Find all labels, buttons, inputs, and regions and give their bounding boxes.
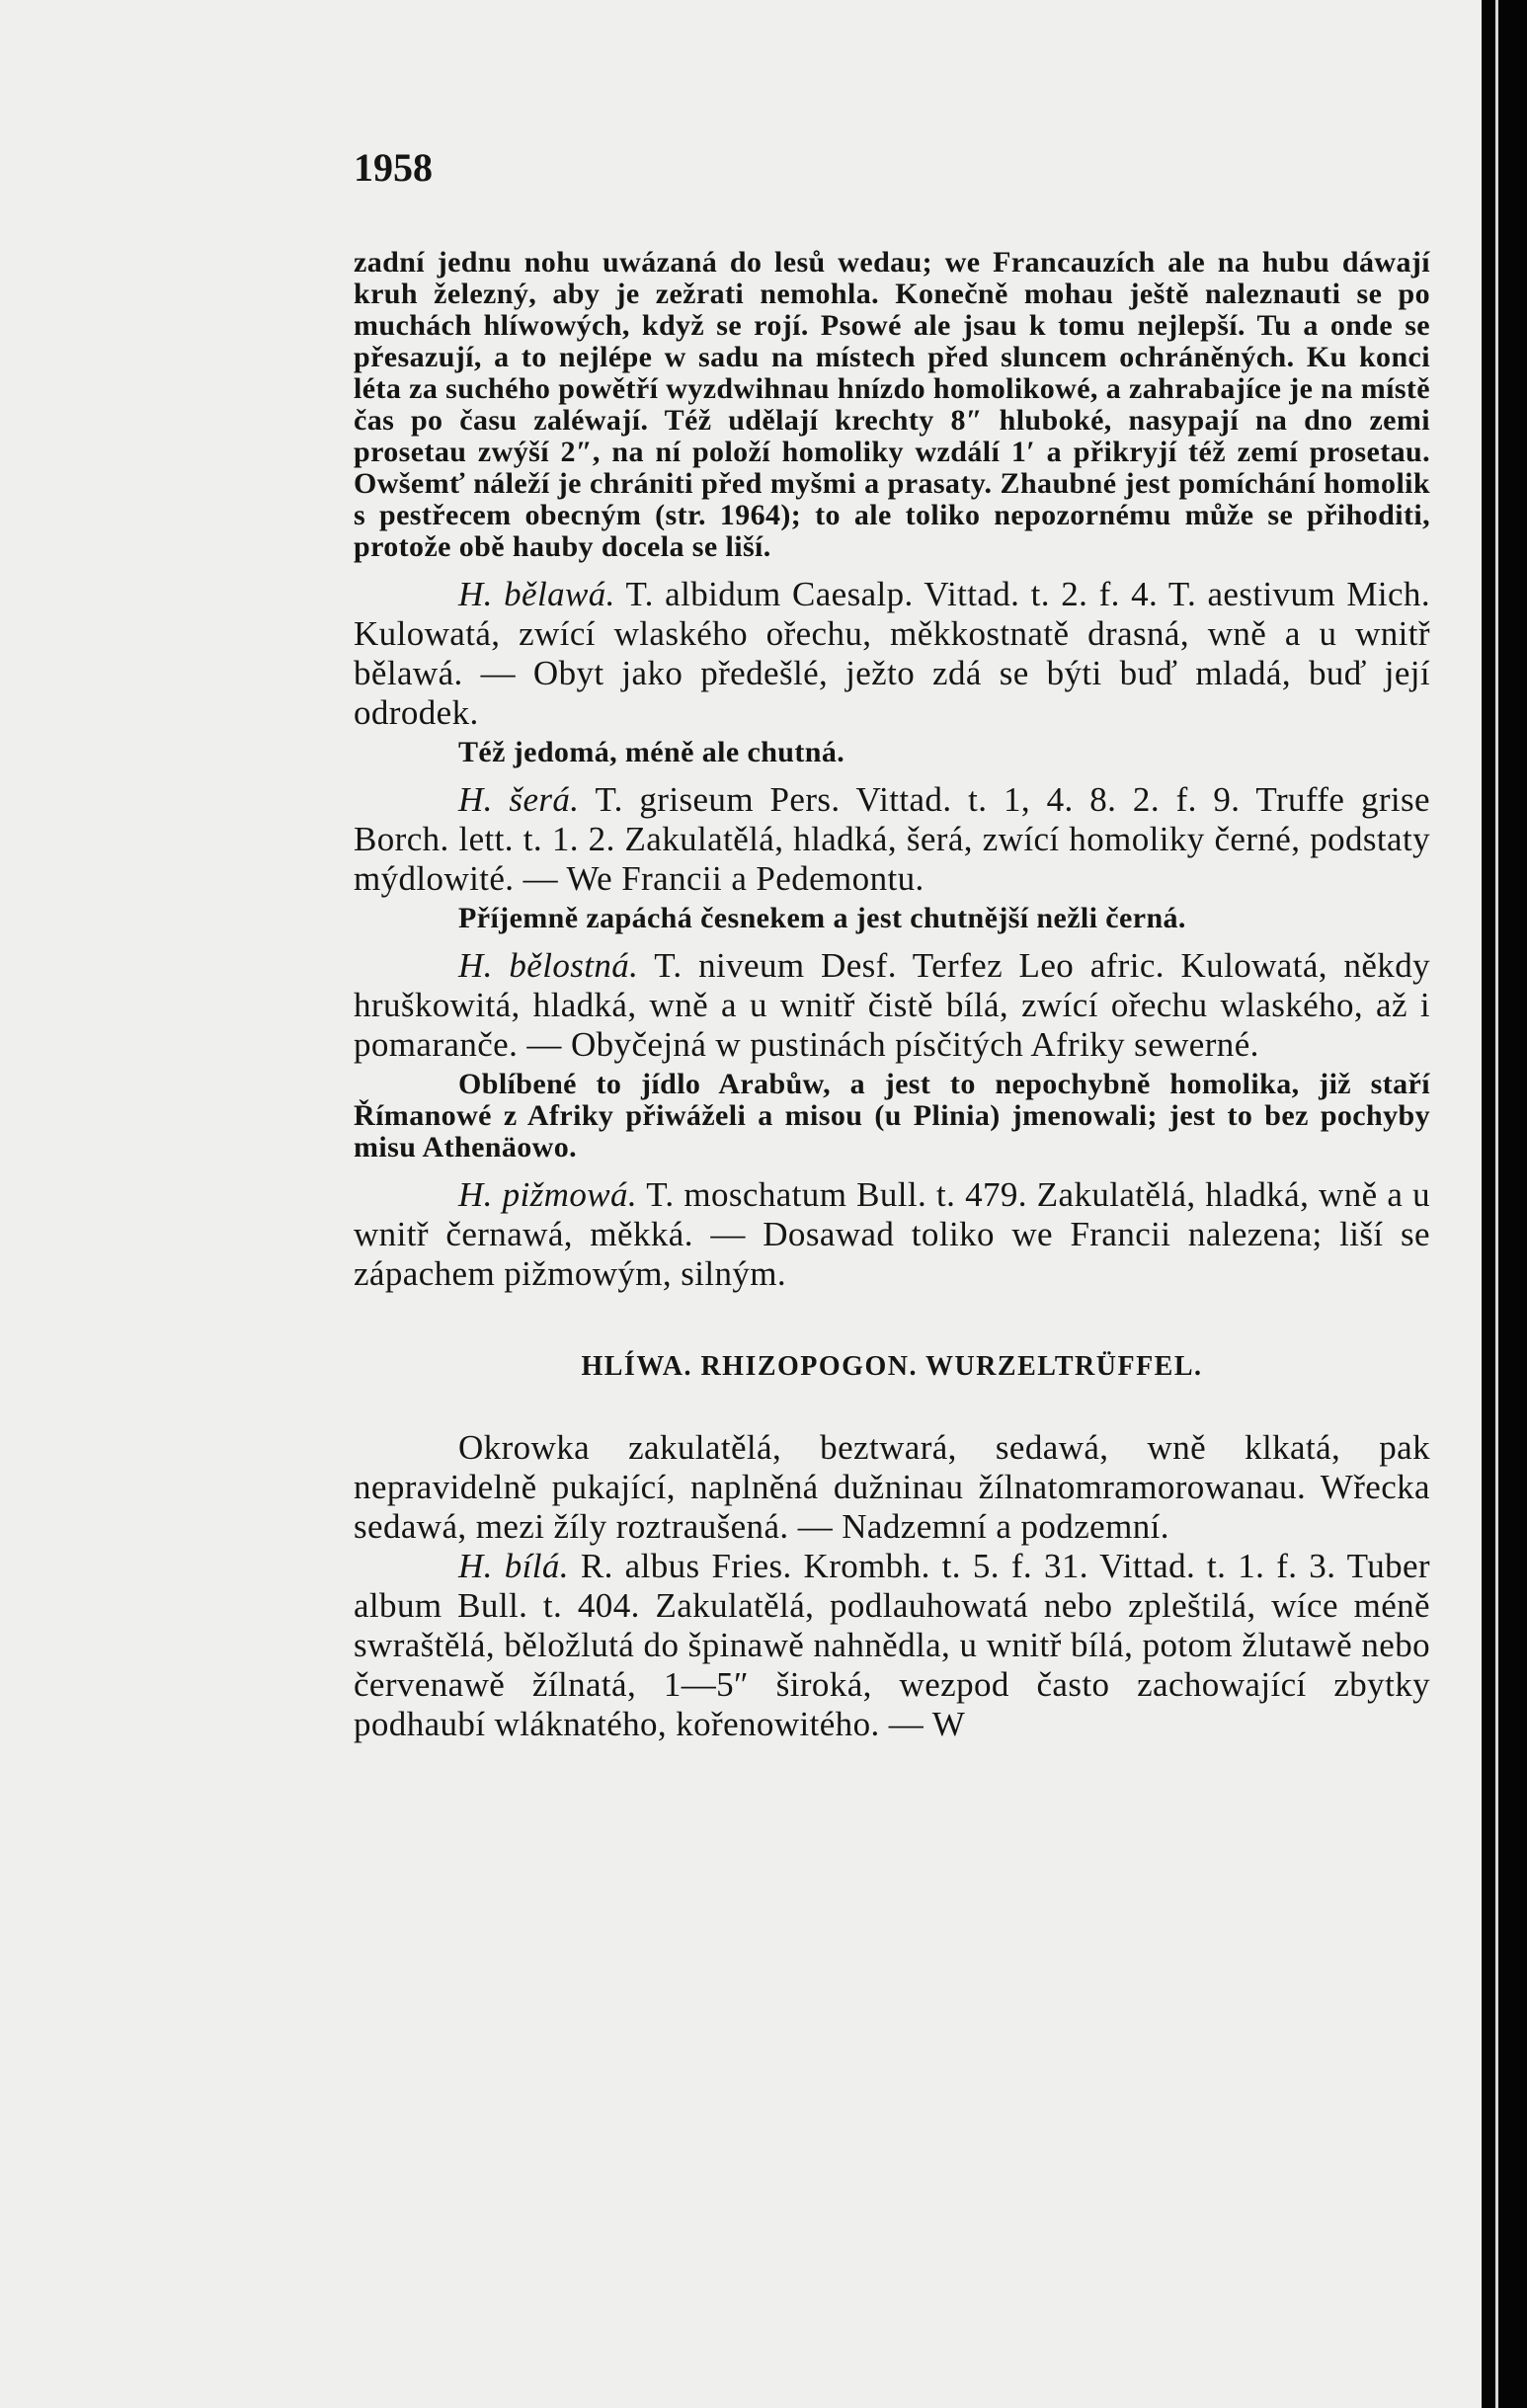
species-description: Zakulatělá, podlauhowatá nebo zpleštilá, wíce méně swraštělá, běložlutá do špinawě nahnědla, u wnitř bílá, potom žlutawě nebo červenawě žílnatá, 1—5″ široká, wezpod často zachowající zbytky podhaubí wláknatého, kořenowitého. — W <box>354 1586 1430 1743</box>
genus-description: Okrowka zakulatělá, beztwará, sedawá, wně klkatá, pak nepravidelně pukající, naplněná dužninau žílnatomramorowanau. Wřecka sedawá, mezi žíly roztraušená. — Nadzemní a podzemní. <box>354 1428 1430 1546</box>
species-synonyms: T. griseum Pers. Vittad. t. 1, 4. 8. 2. f. 9. Truffe grise Borch. lett. t. 1. 2. <box>354 780 1430 858</box>
species-name: H. bělostná. <box>458 946 639 985</box>
species-name: H. šerá. <box>458 780 580 819</box>
species-synonyms: R. albus Fries. Krombh. t. 5. f. 31. Vittad. t. 1. f. 3. Tuber album Bull. t. 404. <box>354 1547 1430 1625</box>
species-entry-belawa <box>354 575 1430 733</box>
species-entry-sera <box>354 780 1430 899</box>
species-description: Zakulatělá, hladká, wně a u wnitř černawá, měkká. — Dosawad toliko we Francii nalezena; liší se zápachem pižmowým, silným. <box>354 1175 1430 1293</box>
species-name: H. pižmowá. <box>458 1175 638 1214</box>
species-synonyms: T. moschatum Bull. t. 479. <box>646 1175 1027 1214</box>
species-synonyms: T. niveum Desf. Terfez Leo afric. <box>654 946 1165 985</box>
species-synonyms: T. albidum Caesalp. Vittad. t. 2. f. 4. T. aestivum Mich. <box>625 575 1430 613</box>
section-heading: HLÍWA. RHIZOPOGON. WURZELTRÜFFEL. <box>581 1351 1203 1382</box>
species-description: Kulowatá, někdy hruškowitá, hladká, wně a u wnitř čistě bílá, zwící ořechu wlaského, až i pomaranče. — Obyčejná w pustinách písčitých Afriky sewerné. <box>354 946 1430 1064</box>
species-entry-bila <box>354 1547 1430 1744</box>
species-name: H. bělawá. <box>458 575 615 613</box>
species-name: H. bílá. <box>458 1547 569 1585</box>
paragraph-cultivation: zadní jednu nohu uwázaná do lesů wedau; we Francauzích ale na hubu dáwají kruh železný, aby je zežrati nemohla. Konečně mohau ještě naleznauti se po muchách hlíwowých, když se rojí. Psowé ale jsau k tomu nejlepší. Tu a onde se přesazují, a to nejlépe w sadu na místech před sluncem ochráněných. Ku konci léta za suchého powětří wyzdwihnau hnízdo homolikowé, a zahrabajíce je na místě čas po času zaléwají. Též udělají krechty 8″ hluboké, nasypají na dno zemi prosetau zwýší 2″, na ní položí homoliky wzdálí 1′ a přikryjí též zemí prosetau. Owšemť náleží je chrániti před myšmi a prasaty. Zhaubné jest pomíchání homolik s pestřecem obecným (str. 1964); to ale toliko nepozornému může se přihoditi, protože obě hauby docela se liší. <box>354 246 1430 563</box>
page-text <box>354 145 1430 1744</box>
species-note: Oblíbené to jídlo Arabůw, a jest to nepochybně homolika, již staří Římanowé z Afriky přiwáželi a misou (u Plinia) jmenowali; jest to bez pochyby misu Athenäowo. <box>354 1068 1430 1164</box>
binding-line <box>1495 0 1498 2408</box>
species-entry-belostna <box>354 946 1430 1065</box>
species-entry-pizmowa <box>354 1175 1430 1294</box>
species-description: Kulowatá, zwící wlaského ořechu, měkkostnatě drasná, wně a u wnitř bělawá. — Obyt jako předešlé, ježto zdá se býti buď mladá, buď její odrodek. <box>354 614 1430 732</box>
book-binding-edge <box>1482 0 1527 2408</box>
species-note: Též jedomá, méně ale chutná. <box>458 736 845 768</box>
species-description: Zakulatělá, hladká, šerá, zwící homoliky černé, podstaty mýdlowité. — We Francii a Pedemontu. <box>354 820 1430 898</box>
page-number: 1958 <box>354 145 433 190</box>
species-note: Příjemně zapáchá česnekem a jest chutnější nežli černá. <box>458 902 1186 934</box>
